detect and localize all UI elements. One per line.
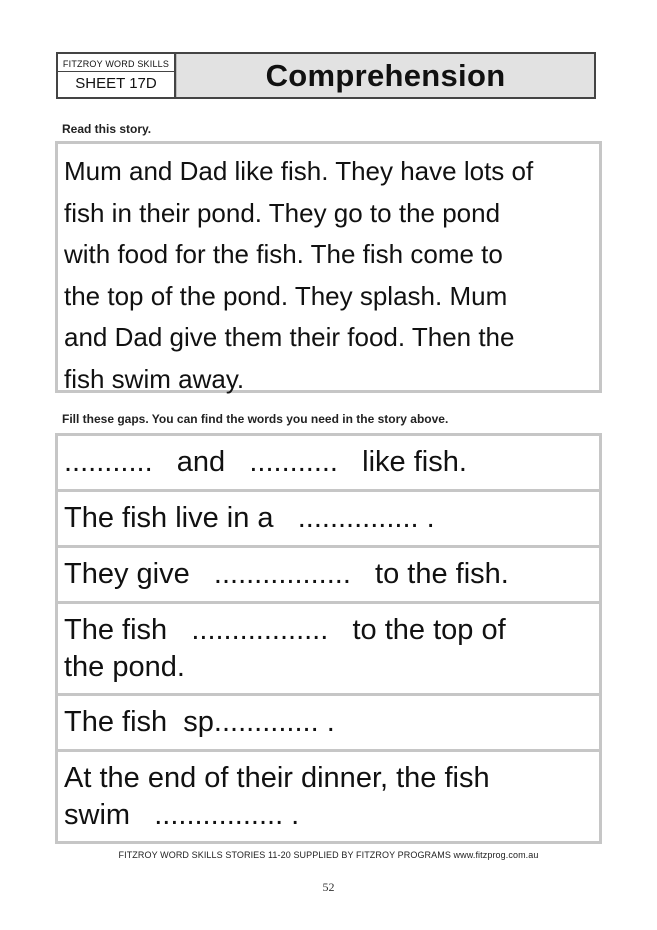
title-box bbox=[176, 54, 594, 97]
gap-row-6 bbox=[58, 752, 599, 841]
gap-row-4 bbox=[58, 604, 599, 696]
gap-sentence: The fish sp............. . bbox=[64, 706, 335, 738]
gap-row-5 bbox=[58, 696, 599, 752]
story-text bbox=[64, 151, 593, 400]
gap-row-3 bbox=[58, 548, 599, 604]
page-title: Comprehension bbox=[265, 57, 506, 93]
story-line: fish in their pond. They go to the pond bbox=[64, 197, 501, 228]
gap-sentence: ........... and ........... like fish. bbox=[64, 446, 467, 478]
footer-credits: FITZROY WORD SKILLS STORIES 11-20 SUPPLIED BY FITZROY PROGRAMS www.fitzprog.com.au bbox=[118, 850, 539, 860]
story-instruction: Read this story. bbox=[62, 122, 152, 136]
gap-sentence: At the end of their dinner, the fish bbox=[64, 761, 490, 794]
gap-sentence-continued: the pond. bbox=[64, 650, 185, 683]
page-number: 52 bbox=[322, 880, 335, 894]
story-line: fish swim away. bbox=[64, 363, 245, 394]
gap-row-1 bbox=[58, 436, 599, 492]
story-line: the top of the pond. They splash. Mum bbox=[64, 280, 508, 311]
gap-sentence: They give ................. to the fish. bbox=[64, 558, 509, 590]
story-line: and Dad give them their food. Then the bbox=[64, 322, 515, 352]
gap-sentence-continued: swim ................ . bbox=[64, 798, 300, 831]
sheet-label-box bbox=[58, 54, 176, 97]
story-line: with food for the fish. The fish come to bbox=[64, 239, 503, 269]
gap-fill-exercise bbox=[55, 433, 602, 844]
gap-sentence: The fish live in a ............... . bbox=[64, 502, 435, 534]
series-name: FITZROY WORD SKILLS bbox=[58, 59, 174, 72]
worksheet-header bbox=[56, 52, 596, 99]
exercise-instruction: Fill these gaps. You can find the words you need in the story above. bbox=[62, 412, 449, 426]
story-box bbox=[55, 141, 602, 393]
sheet-number: SHEET 17D bbox=[75, 75, 157, 92]
story-line: Mum and Dad like fish. They have lots of bbox=[64, 156, 534, 186]
gap-row-2 bbox=[58, 492, 599, 548]
gap-sentence: The fish ................. to the top of bbox=[64, 613, 506, 646]
